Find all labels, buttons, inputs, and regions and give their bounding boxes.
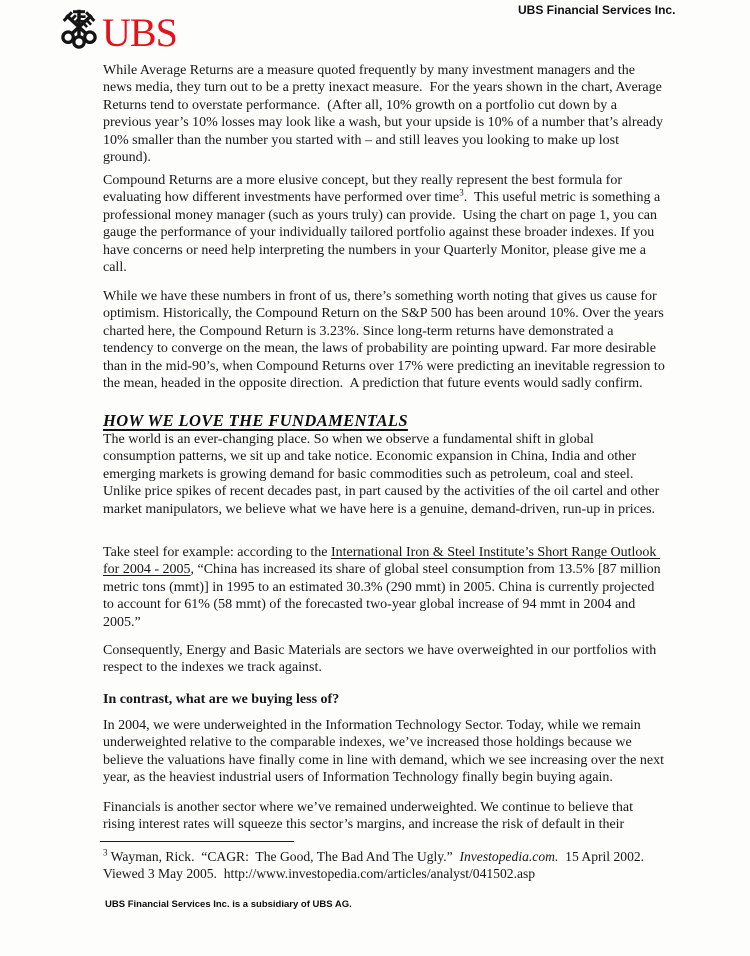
- header-company-name: UBS Financial Services Inc.: [518, 3, 676, 17]
- paragraph-compound-returns: [103, 172, 665, 276]
- footnote-source-italic: Investopedia.com.: [459, 849, 559, 864]
- footnote-marker: 3: [103, 847, 108, 858]
- paragraph-steel-example: [103, 544, 665, 631]
- page-footer-disclaimer: UBS Financial Services Inc. is a subsidiary of UBS AG.: [105, 899, 352, 910]
- footnote-text-b: 15 April 2002. Viewed 3 May 2005. http://www.investopedia.com/articles/analyst/041502.asp: [103, 849, 648, 881]
- paragraph-optimism: While we have these numbers in front of us, there’s something worth noting that gives us cause for optimism. Historically, the Compound Return on the S&P 500 has been around 10%. Over the years charted here, the Compound Return is 3.23%. Since long-term returns have demonstrated a tendency to converge on the mean, the laws of probability are pointing upward. Far more desirable than in the mid-90’s, when Compound Returns over 17% were predicting an inevitable regression to the mean, headed in the opposite direction. A prediction that future events would sadly confirm.: [103, 289, 669, 392]
- section-heading-fundamentals: HOW WE LOVE THE FUNDAMENTALS: [103, 411, 408, 430]
- paragraph-financials: Financials is another sector where we’ve remained underweighted. We continue to believe that rising interest rates will squeeze this sector’s margins, and increase the risk of default in their: [103, 800, 637, 833]
- ubs-logo: [54, 2, 294, 58]
- paragraph-compound-returns-text-b: . This useful metric is something a professional money manager (such as yours truly) can provide. Using the chart on page 1, you can gauge the performance of your individually tailored portfolio against these broader indexes. If you have concerns or need help interpreting the numbers in your Quarterly Monitor, please give me a call.: [103, 190, 664, 276]
- paragraph-compound-returns-text-a: Compound Returns are a more elusive concept, but they really represent the best formula for evaluating how different investments have performed over time: [103, 173, 626, 206]
- subheading-buying-less: In contrast, what are we buying less of?: [103, 692, 340, 707]
- footnote-citation: [103, 848, 665, 882]
- paragraph-world-changing: The world is an ever-changing place. So when we observe a fundamental shift in global consumption patterns, we sit up and take notice. Economic expansion in China, India and other emerging markets is growing demand for basic commodities such as petroleum, coal and steel. Unlike price spikes of recent decades past, in part caused by the activities of the oil cartel and other market manipulators, we believe what we have here is a genuine, demand-driven, run-up in prices.: [103, 432, 663, 517]
- paragraph-steel-text-a: Take steel for example: according to the: [103, 545, 331, 560]
- paragraph-information-technology: In 2004, we were underweighted in the Information Technology Sector. Today, while we remain underweighted relative to the comparable indexes, we’ve increased those holdings because we believe the valuations have finally come in line with demand, which we see increasing over the next year, as the heaviest industrial users of Information Technology finally begin buying again.: [103, 718, 668, 786]
- steel-institute-citation: International Iron & Steel Institute’s Short Range Outlook for 2004 - 2005: [103, 545, 660, 578]
- ubs-logo-text: UBS: [102, 10, 177, 55]
- paragraph-overweighted-sectors: Consequently, Energy and Basic Materials are sectors we have overweighted in our portfolios with respect to the indexes we track against.: [103, 643, 660, 676]
- paragraph-steel-text-b: , “China has increased its share of global steel consumption from 13.5% [87 million metric tons (mmt)] in 1995 to an estimated 30.3% (290 mmt) in 2005. China is currently projected to account for 61% (58 mmt) of the forecasted two-year global increase of 94 mmt in 2004 and 2005.”: [103, 562, 665, 630]
- footnote-reference-3: 3: [459, 187, 464, 198]
- footnote-text-a: Wayman, Rick. “CAGR: The Good, The Bad And The Ugly.”: [107, 849, 460, 864]
- paragraph-average-returns: While Average Returns are a measure quoted frequently by many investment managers and the news media, they turn out to be a pretty inexact measure. For the years shown in the chart, Average Returns tend to overstate performance. (After all, 10% growth on a portfolio cut down by a previous year’s 10% losses may look like a wash, but your upside is 10% of a number that’s already 10% smaller than the number you started with – and still leaves you looking to make up lost ground).: [103, 63, 667, 166]
- ubs-three-keys-icon: [54, 3, 104, 53]
- footnote-separator-rule: [100, 841, 294, 842]
